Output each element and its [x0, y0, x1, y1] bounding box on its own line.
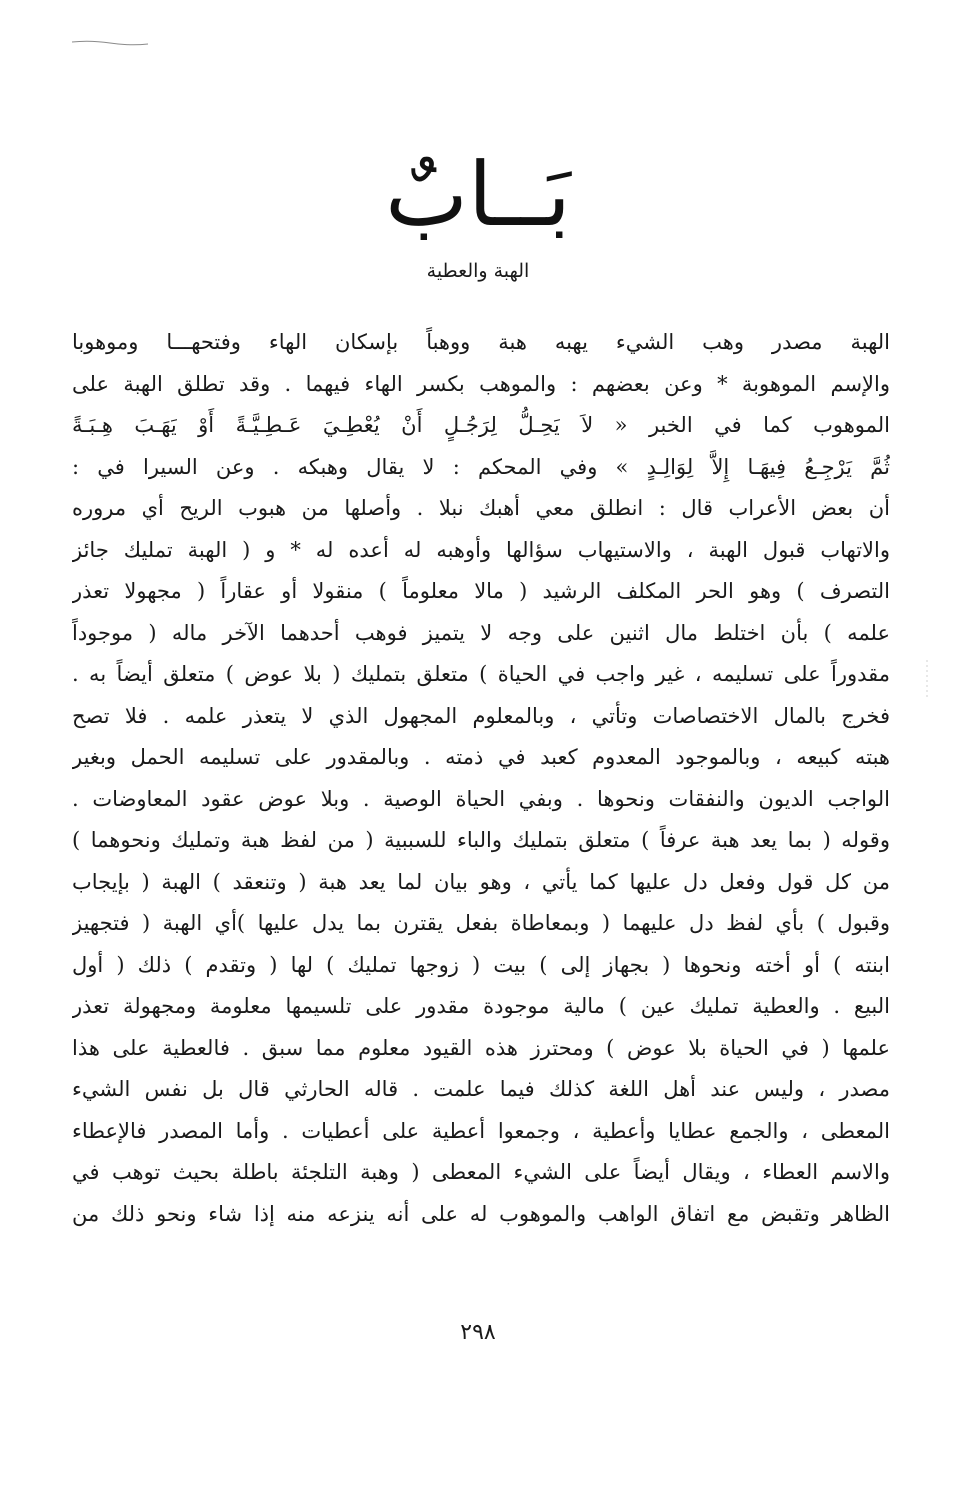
- body-text: [72, 322, 890, 1235]
- body-line: الواجب الديون والنفقات ونحوها . وبفي الحياة الوصية . وبلا عوض عقود المعاوضات .: [72, 786, 890, 811]
- margin-speck: [926, 660, 928, 700]
- body-line: علمها ( في الحياة بلا عوض ) ومحترز هذه القيود معلوم مما سبق . فالعطية على هذا: [72, 1035, 890, 1060]
- body-line: المعطى ، والجمع عطايا وأعطية ، وجمعوا أعطية على أعطيات . وأما المصدر فالإعطاء: [72, 1118, 890, 1143]
- corner-pencil-mark: [70, 38, 150, 46]
- body-line: التصرف ) وهو الحر المكلف الرشيد ( مالا معلوماً ) منقولا أو عقاراً ( مجهولا تعذر: [72, 579, 890, 603]
- body-line: والاتهاب قبول الهبة ، والاستيهاب سؤالها وأوهبه له أعده له * و ( الهبة تمليك جائز: [72, 537, 890, 562]
- body-line: أن بعض الأعراب قال : انطلق معي أهبك نبلا . وأصلها من هبوب الريح أي مروره: [72, 496, 890, 520]
- body-line: والإسم الموهوبة * وعن بعضهم : والموهب بكسر الهاء فيهما . وقد تطلق الهبة على: [72, 371, 890, 396]
- body-line: مصدر ، وليس عند أهل اللغة كذلك فيما علمت . قاله الحارثي قال بل نفس الشيء: [72, 1077, 890, 1101]
- body-line: والاسم العطاء ، ويقال أيضاً على الشيء المعطى ( وهبة التلجئة باطلة بحيث توهب في: [72, 1160, 890, 1184]
- body-line: ابنته ) أو أخته ونحوها ( بجهاز إلى ) بيت ( زوجها تمليك ) لها ( وتقدم ) ذلك ( أول: [72, 952, 890, 977]
- section-heading: الهبة والعطية: [426, 260, 530, 282]
- body-line: هبته كبيعه ، وبالموجود المعدوم كعبد في ذمته . وبالمقدور على تسليمه الحمل وبغير: [72, 745, 890, 769]
- chapter-title: بَــابٌ: [385, 143, 571, 246]
- body-line: الهبة مصدر وهب الشيء يهبه هبة ووهباً بإسكان الهاء وفتحهـــا وموهوبا: [72, 330, 890, 354]
- body-line: ثُمَّ يَرْجِـعُ فِيهَـا إِلاَّ لِوَالِـدٍ » وفي المحكم : لا يقال وهبكه . وعن السيرا في :: [72, 454, 890, 479]
- body-line: وقبول ) بأي لفظ دل عليهما ( وبمعاطاة بفعل يقترن بما يدل عليها )أي الهبة ( فتجهيز: [72, 911, 890, 935]
- body-line: علمه ) بأن اختلط مال اثنين على وجه لا يتميز فوهب أحدهما الآخر ماله ( موجوداً: [72, 620, 890, 645]
- body-line: من كل قول وفعل دل عليها كما يأتي ، وهو بيان لما يعد هبة ( وتنعقد ) الهبة ( بإيجاب: [72, 869, 890, 894]
- body-line: الظاهر وتقبض مع اتفاق الواهب والموهوب له على أنه ينزعه منه إذا شاء ونحو ذلك من: [72, 1201, 890, 1226]
- body-line: البيع . والعطية تمليك عين ) مالية موجودة مقدور على تلسيمها معلومة ومجهولة تعذر: [72, 994, 890, 1018]
- body-line: وقوله ( بما يعد هبة عرفاً ) متعلق بتمليك والباء للسببية ( من لفظ هبة وتمليك ونحوهما ): [72, 828, 890, 852]
- body-line: الموهوب كما في الخبر « لاَ يَحِـلُّ لِرَجُـلٍ أَنْ يُعْطِـيَ عَـطِـيَّـةً أَوْ يَهَـبَ هِـبَـةً: [72, 413, 890, 437]
- page-number: ٢٩٨: [460, 1320, 496, 1345]
- body-line: مقدوراً على تسليمه ، غير واجب في الحياة ) متعلق بتمليك ( بلا عوض ) متعلق أيضاً به .: [72, 662, 890, 686]
- body-line: فخرج بالمال الاختصاصات وتأتي ، وبالمعلوم المجهول الذي لا يتعذر علمه . فلا تصح: [72, 703, 890, 728]
